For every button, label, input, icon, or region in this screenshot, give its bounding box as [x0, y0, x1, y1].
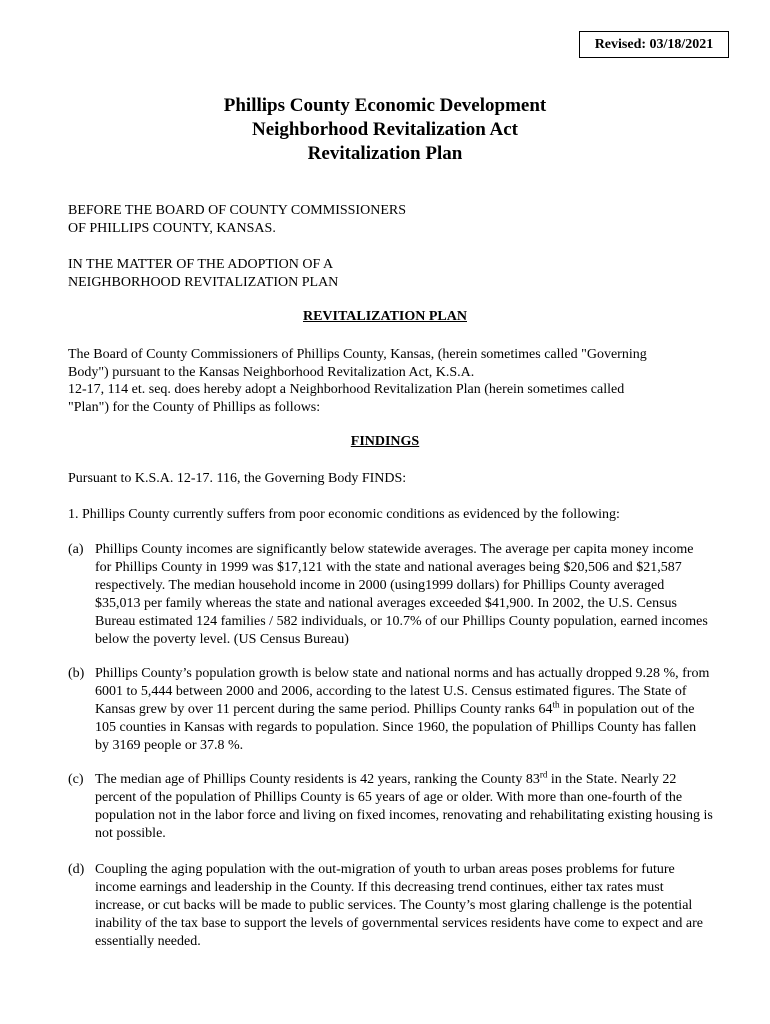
matter-line-2: NEIGHBORHOOD REVITALIZATION PLAN — [68, 274, 339, 290]
item-text-b-before: Phillips County’s population growth is below state and national norms and has actually dropped 9.28 %, from 6001 to 5,444 between 2000 and 2006, according to the latest U.S. Census estimated figures. The State of Kansas grew by over 11 percent during the same period. Phillips County ranks 64 — [95, 666, 710, 717]
intro-line-2: Body") pursuant to the Kansas Neighborhood Revitalization Act, K.S.A. — [68, 364, 475, 380]
finding-1: 1. Phillips County currently suffers from poor economic conditions as evidenced by the following: — [68, 507, 620, 522]
item-marker-d: (d) — [68, 862, 85, 877]
finding-item-b — [68, 665, 713, 755]
title-line-3: Revitalization Plan — [307, 143, 463, 164]
item-text-c-after: in the State. Nearly 22 percent of the population of Phillips County is 65 years of age or older. With more than one-fourth of the population not in the labor force and living on fixed incomes, renovating and rehabilitating existing housing is not possible. — [95, 772, 713, 841]
item-text-c-before: The median age of Phillips County residents is 42 years, ranking the County 83 — [95, 772, 540, 787]
document-title — [0, 94, 770, 166]
intro-line-3: 12-17, 114 et. seq. does hereby adopt a Neighborhood Revitalization Plan (herein sometimes called — [68, 382, 625, 397]
before-line-1: BEFORE THE BOARD OF COUNTY COMMISSIONERS — [68, 203, 406, 218]
intro-line-1: The Board of County Commissioners of Phillips County, Kansas, (herein sometimes called "Governing — [68, 347, 647, 362]
revised-date-box: Revised: 03/18/2021 — [579, 31, 729, 58]
item-text-b-after: in population out of the 105 counties in Kansas with regards to population. Since 1960, the population of Phillips County has fallen by 3169 people or 37.8 %. — [95, 702, 697, 753]
findings-heading: FINDINGS — [350, 434, 420, 449]
matter-caption — [68, 256, 708, 291]
finding-item-d — [68, 861, 713, 951]
intro-paragraph — [68, 346, 708, 416]
item-marker-a: (a) — [68, 542, 84, 557]
revitalization-plan-heading: REVITALIZATION PLAN — [302, 309, 467, 324]
item-sup-b: th — [552, 699, 560, 710]
pursuant-statement: Pursuant to K.S.A. 12-17. 116, the Governing Body FINDS: — [68, 471, 407, 486]
matter-line-1: IN THE MATTER OF THE ADOPTION OF A — [68, 257, 334, 272]
intro-line-4: "Plan") for the County of Phillips as follows: — [68, 399, 321, 415]
title-line-2: Neighborhood Revitalization Act — [252, 119, 518, 140]
item-sup-c: rd — [539, 769, 548, 780]
finding-item-a — [68, 541, 713, 649]
item-marker-b: (b) — [68, 666, 85, 681]
item-text-d: Coupling the aging population with the out-migration of youth to urban areas poses problems for future income earnings and leadership in the County. If this decreasing trend continues, either tax rates must increase, or cut backs will be made to public services. The County’s most glaring challenge is the potential inability of the tax base to support the levels of governmental services residents have come to expect and are essentially needed. — [95, 862, 704, 949]
finding-item-c — [68, 771, 713, 843]
item-text-a: Phillips County incomes are significantly below statewide averages. The average per capita money income for Phillips County in 1999 was $17,121 with the state and national averages being $20,506 and $21,587 respectively. The median household income in 2000 (using1999 dollars) for Phillips County averaged $35,013 per family whereas the state and national averages exceeded $41,900. In 2002, the U.S. Census Bureau estimated 124 families / 582 individuals, or 10.7% of our Phillips County population, earned incomes below the poverty level. (US Census Bureau) — [95, 542, 708, 647]
before-board-caption — [68, 202, 708, 237]
title-line-1: Phillips County Economic Development — [223, 95, 547, 116]
item-marker-c: (c) — [68, 772, 84, 787]
before-line-2: OF PHILLIPS COUNTY, KANSAS. — [68, 220, 276, 236]
